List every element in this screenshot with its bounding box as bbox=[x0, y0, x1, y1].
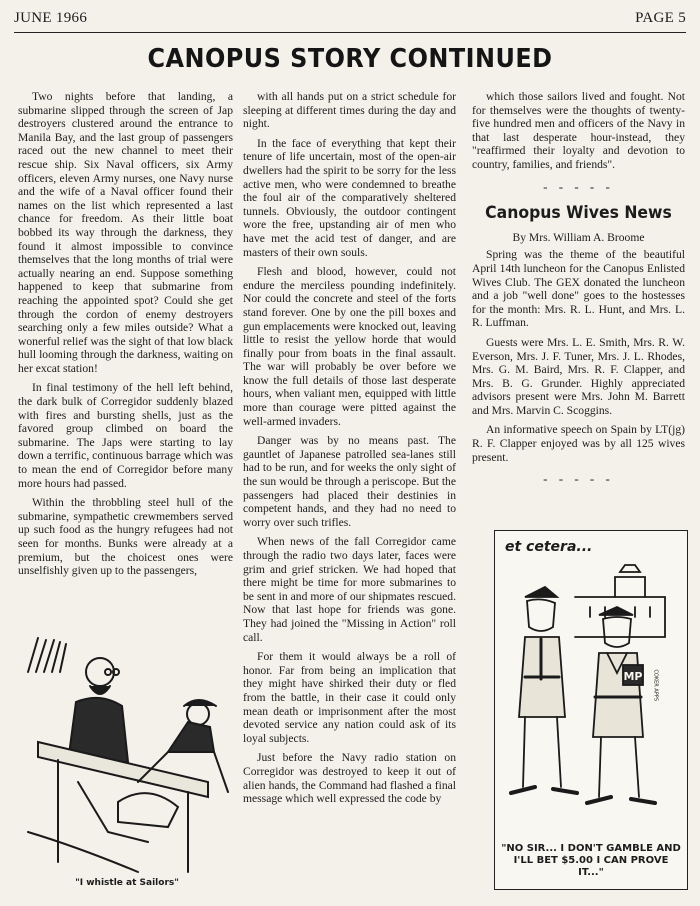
col2-paragraph-3: Flesh and blood, however, could not endure the merciless pounding indefinitely. Nor could the concrete and steel of the forts stand forever. One by one the pill boxes and gun emplacements were knocked out, leaving little to resist the yellow horde that would finally pour from boats in the final assault. The war will probably be over before we know the full details of those last desperate hours, when valiant men, equipped with little more than courage were pitted against the well-armed invaders. bbox=[243, 265, 456, 428]
col3-paragraph-1: which those sailors lived and fought. Not for themselves were the thoughts of twenty-five hundred men and officers of the Navy in that last desperate hour-instead, they "reaffirmed their loyalty and devotion to country, families, and friends". bbox=[472, 90, 685, 171]
byline: By Mrs. William A. Broome bbox=[512, 230, 645, 244]
et-cetera-cartoon bbox=[494, 530, 688, 890]
col2-paragraph-1: with all hands put on a strict schedule for sleeping at different times during the day and night. bbox=[243, 90, 456, 131]
cartoon-title: et cetera... bbox=[505, 539, 593, 555]
artist-signature: COKER APPS bbox=[653, 669, 659, 701]
issue-date: JUNE 1966 bbox=[14, 10, 88, 26]
page-number: PAGE 5 bbox=[635, 10, 686, 26]
wives-news-heading: Canopus Wives News bbox=[485, 203, 672, 224]
col3-paragraph-2: Spring was the theme of the beautiful April 14th luncheon for the Canopus Enlisted Wives Club. The GEX donated the luncheon and a job "well done" goes to the hostesses for the month: Mrs. R. L. Hunt, and Mrs. L. R. Luffman. bbox=[472, 248, 685, 330]
headline: CANOPUS STORY CONTINUED bbox=[147, 44, 553, 74]
col2-paragraph-5: When news of the fall Corregidor came through the radio two days later, faces were grim and grief stricken. We had hoped that there might be time for more submarines to be sent in and more of our shipmates rescued. Now that last hope for friends was gone. They had joined the "Missing in Action" roll call. bbox=[243, 535, 456, 644]
page-header bbox=[14, 10, 686, 30]
column-1 bbox=[18, 90, 233, 584]
illustration-caption: "I whistle at Sailors" bbox=[75, 878, 179, 888]
header-rule bbox=[14, 32, 686, 33]
col2-paragraph-7: Just before the Navy radio station on Corregidor was destroyed to keep it out of alien hands, the Command had flashed a final message which well expressed the code by bbox=[243, 751, 456, 806]
col3-paragraph-3: Guests were Mrs. L. E. Smith, Mrs. R. W. Everson, Mrs. J. F. Tuner, Mrs. J. L. Rhodes, Mrs. G. M. Baird, Mrs. R. F. Clapper, and Mrs. B. G. Grunder. Highly appreciated advisors present were Mrs. John M. Barrett and Mrs. Marvin C. Scoggins. bbox=[472, 335, 685, 417]
col1-paragraph-1: Two nights before that landing, a submarine slipped through the screen of Jap destroyers clustered around the entrance to Manila Bay, and the last group of passengers raced out the new channel to meet their rescue ship. Six Naval officers, six Army officers, eleven Army nurses, one Navy nurse and the wife of a Naval officer found their names on the list which represented a last chance for freedom. As their little boat bobbed its way through the darkness, they found it almost impossible to convince themselves that the long months of trial were actually nearing an end. Suppose something happened to keep that submarine from reaching the appointed spot? Could she get through the cordon of enemy destroyers searching only a few miles outside? What a wonerful relief was the sight of that low black hull looming through the darkness, waiting on her excat station! bbox=[18, 90, 233, 375]
col3-paragraph-4: An informative speech on Spain by LT(jg) R. F. Clapper enjoyed was by all 125 wives present. bbox=[472, 423, 685, 464]
mp-armband-label: MP bbox=[623, 670, 643, 683]
section-divider: - - - - - bbox=[543, 178, 614, 194]
col1-paragraph-2: In final testimony of the hell left behind, the dark bulk of Corregidor suddenly blazed with fires and bursting shells, just as the favored group climbed on board the submarine. The Japs were starting to lay down a terrific, continuous barrage which was to mean the end of Corregidor before many more hours had passed. bbox=[18, 381, 233, 490]
col2-paragraph-6: For them it would always be a roll of honor. Far from being an implication that they might have shirked their duty or fled from the battle, in their case it could only mean death or imprisonment after the most devoted service any nation could ask of its loyal subjects. bbox=[243, 650, 456, 745]
whistle-sketch-illustration bbox=[18, 632, 236, 882]
col2-paragraph-2: In the face of everything that kept their tenure of life uncertain, most of the open-air dwellers had the spirit to be sorry for the less active men, who were condemned to breathe the foul air of the comparatively sheltered tunnels. Obviously, the outdoor contingent wore the free, upstanding air of men who have met the acid test of danger, and are masters of their own souls. bbox=[243, 136, 456, 259]
section-divider-2: - - - - - bbox=[543, 471, 614, 487]
cartoon-caption: "NO SIR... I DON'T GAMBLE AND I'LL BET $5.00 I CAN PROVE IT..." bbox=[501, 843, 681, 878]
column-3 bbox=[472, 90, 685, 494]
col2-paragraph-4: Danger was by no means past. The gauntlet of Japanese patrolled sea-lanes still had to be run, and for weeks the only sight of the sun would be through a periscope. But the passengers had placed their destinies in competent hands, and they had no need to worry over such trifles. bbox=[243, 434, 456, 529]
col1-paragraph-3: Within the throbbling steel hull of the submarine, sympathetic crewmembers served up such food as the hungry refugees had not seen for months. Bunks were already at a premium, but the choicest ones were unselfishly given up to the passengers, bbox=[18, 496, 233, 578]
column-2 bbox=[243, 90, 456, 812]
